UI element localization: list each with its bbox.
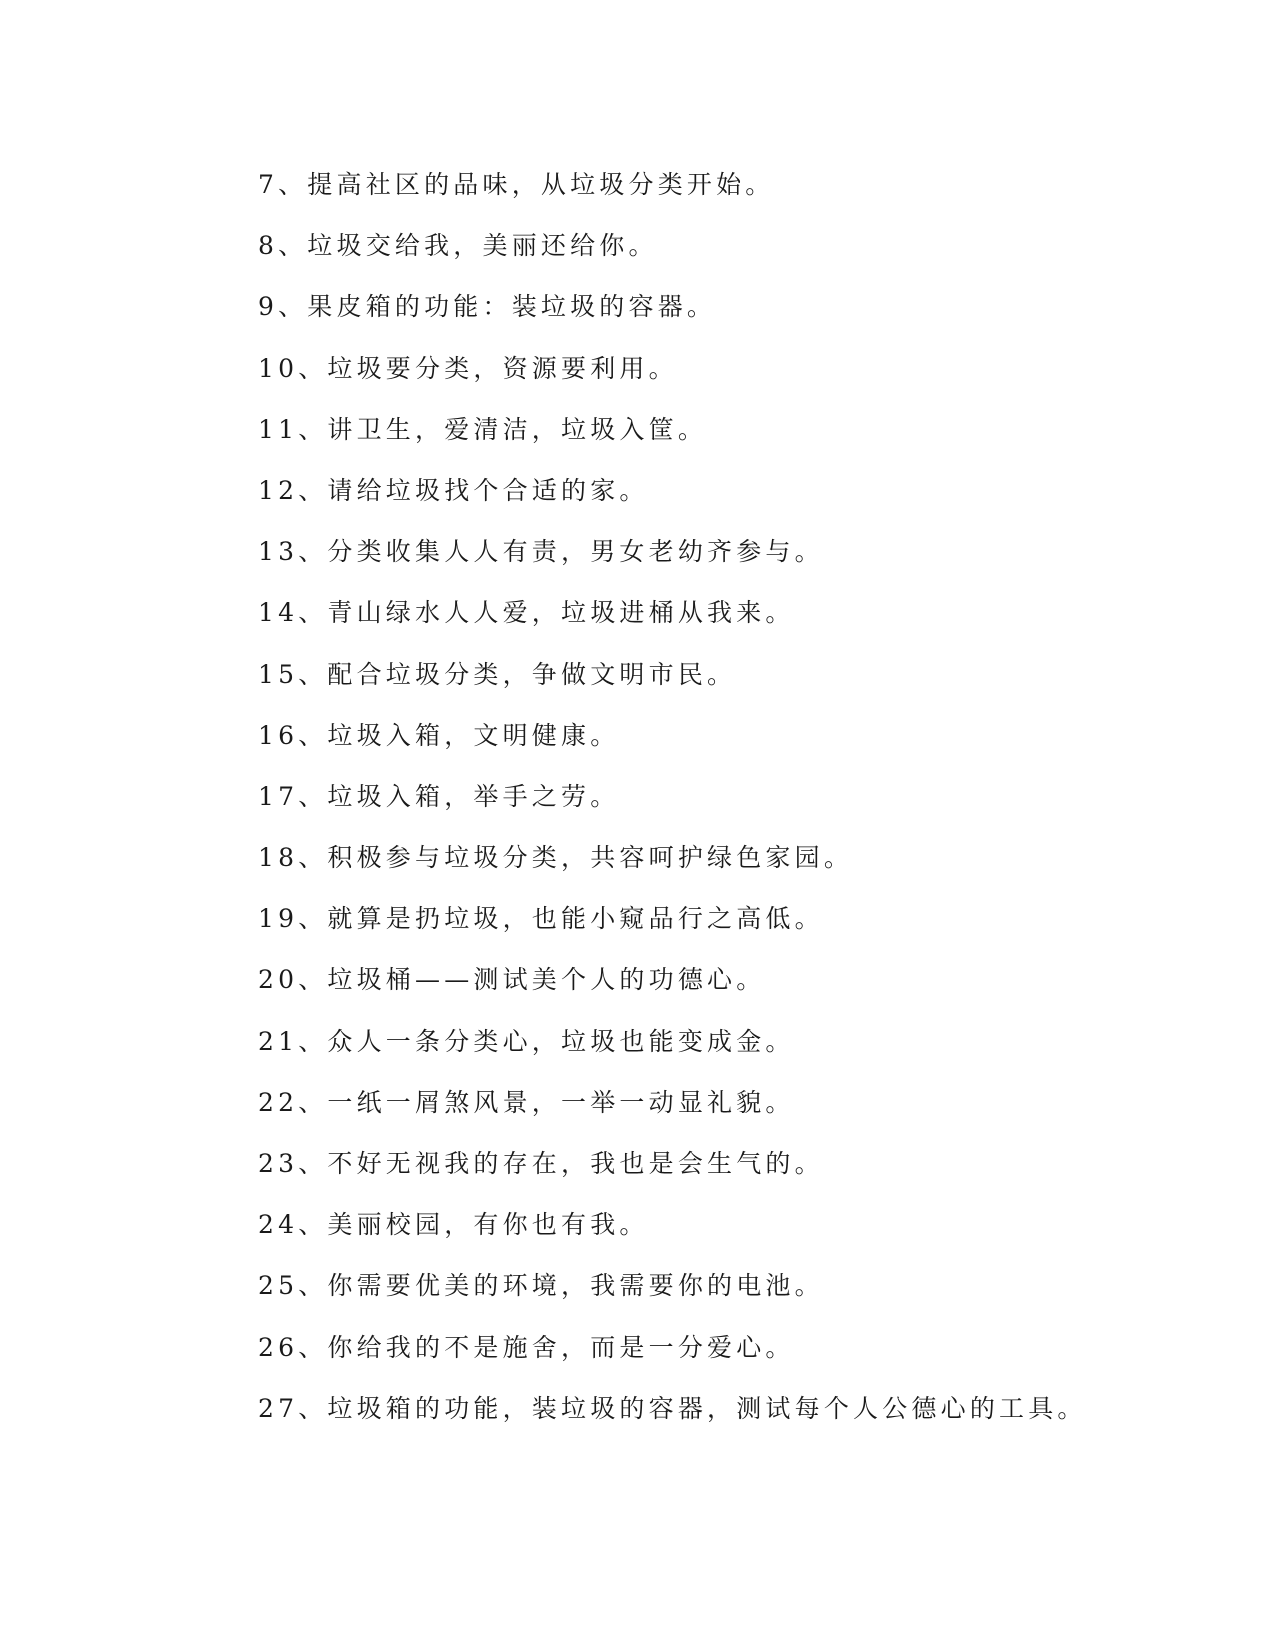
list-item: 18、积极参与垃圾分类，共容呵护绿色家园。 <box>258 843 854 873</box>
list-item: 11、讲卫生，爱清洁，垃圾入筐。 <box>258 414 708 444</box>
slogan-list <box>258 164 1087 1449</box>
list-item: 8、垃圾交给我，美丽还给你。 <box>258 231 658 261</box>
list-item: 9、果皮箱的功能：装垃圾的容器。 <box>258 292 717 322</box>
list-item: 10、垃圾要分类，资源要利用。 <box>258 353 678 383</box>
list-item: 13、分类收集人人有责，男女老幼齐参与。 <box>258 537 824 567</box>
list-item: 26、你给我的不是施舍，而是一分爱心。 <box>258 1332 795 1362</box>
list-item: 15、配合垃圾分类，争做文明市民。 <box>258 659 737 689</box>
list-item: 12、请给垃圾找个合适的家。 <box>258 475 649 505</box>
list-item: 22、一纸一屑煞风景，一举一动显礼貌。 <box>258 1087 795 1117</box>
list-item: 21、众人一条分类心，垃圾也能变成金。 <box>258 1026 795 1056</box>
list-item: 17、垃圾入箱，举手之劳。 <box>258 781 620 811</box>
list-item: 14、青山绿水人人爱，垃圾进桶从我来。 <box>258 598 795 628</box>
list-item: 23、不好无视我的存在，我也是会生气的。 <box>258 1149 824 1178</box>
list-item: 7、提高社区的品味，从垃圾分类开始。 <box>258 170 775 199</box>
list-item: 25、你需要优美的环境，我需要你的电池。 <box>258 1271 824 1301</box>
list-item: 16、垃圾入箱，文明健康。 <box>258 720 620 750</box>
list-item: 20、垃圾桶——测试美个人的功德心。 <box>258 965 766 995</box>
list-item: 24、美丽校园，有你也有我。 <box>258 1210 649 1240</box>
list-item: 19、就算是扔垃圾，也能小窥品行之高低。 <box>258 904 824 934</box>
list-item: 27、垃圾箱的功能，装垃圾的容器，测试每个人公德心的工具。 <box>258 1393 1087 1423</box>
